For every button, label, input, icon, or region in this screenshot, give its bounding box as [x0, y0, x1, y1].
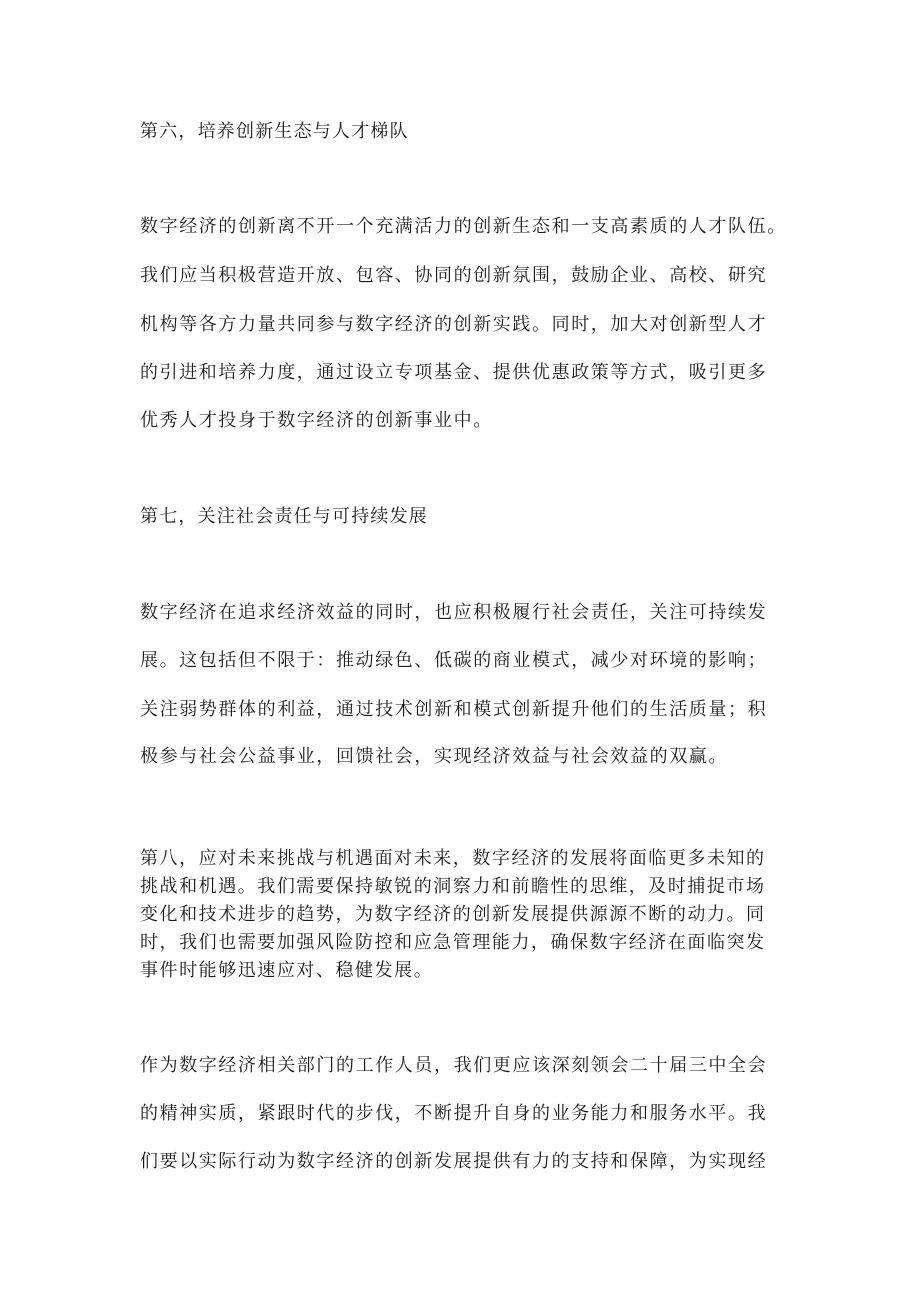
section-8-line-1: 第八，应对未来挑战与机遇面对未来，数字经济的发展将面临更多未知的: [140, 848, 766, 869]
section-8-line-2: 挑战和机遇。我们需要保持敏锐的洞察力和前瞻性的思维，及时捕捉市场: [140, 876, 766, 897]
closing-line-1: 作为数字经济相关部门的工作人员，我们更应该深刻领会二十届三中全会: [140, 1055, 768, 1076]
closing-line-2: 的精神实质，紧跟时代的步伐，不断提升自身的业务能力和服务水平。我: [140, 1103, 768, 1124]
closing-line-3: 们要以实际行动为数字经济的创新发展提供有力的支持和保障，为实现经: [140, 1151, 768, 1172]
section-8-line-5: 事件时能够迅速应对、稳健发展。: [140, 960, 434, 981]
section-6-line-5: 优秀人才投身于数字经济的创新事业中。: [140, 410, 493, 431]
section-7-line-3: 关注弱势群体的利益，通过技术创新和模式创新提升他们的生活质量；积: [140, 699, 768, 720]
section-7-line-1: 数字经济在追求经济效益的同时，也应积极履行社会责任，关注可持续发: [140, 602, 768, 623]
section-6-line-4: 的引进和培养力度，通过设立专项基金、提供优惠政策等方式，吸引更多: [140, 362, 768, 383]
section-7-line-4: 极参与社会公益事业，回馈社会，实现经济效益与社会效益的双赢。: [140, 746, 728, 767]
section-6-line-1: 数字经济的创新离不开一个充满活力的创新生态和一支高素质的人才队伍。: [140, 216, 787, 237]
section-6-line-2: 我们应当积极营造开放、包容、协同的创新氛围，鼓励企业、高校、研究: [140, 265, 768, 286]
section-8-line-4: 时，我们也需要加强风险防控和应急管理能力，确保数字经济在面临突发: [140, 932, 766, 953]
section-6-heading: 第六，培养创新生态与人才梯队: [140, 121, 409, 142]
section-7-line-2: 展。这包括但不限于：推动绿色、低碳的商业模式，减少对环境的影响；: [140, 650, 768, 671]
section-8-line-3: 变化和技术进步的趋势，为数字经济的创新发展提供源源不断的动力。同: [140, 904, 766, 925]
section-6-line-3: 机构等各方力量共同参与数字经济的创新实践。同时，加大对创新型人才: [140, 314, 768, 335]
section-7-heading: 第七，关注社会责任与可持续发展: [140, 506, 428, 527]
